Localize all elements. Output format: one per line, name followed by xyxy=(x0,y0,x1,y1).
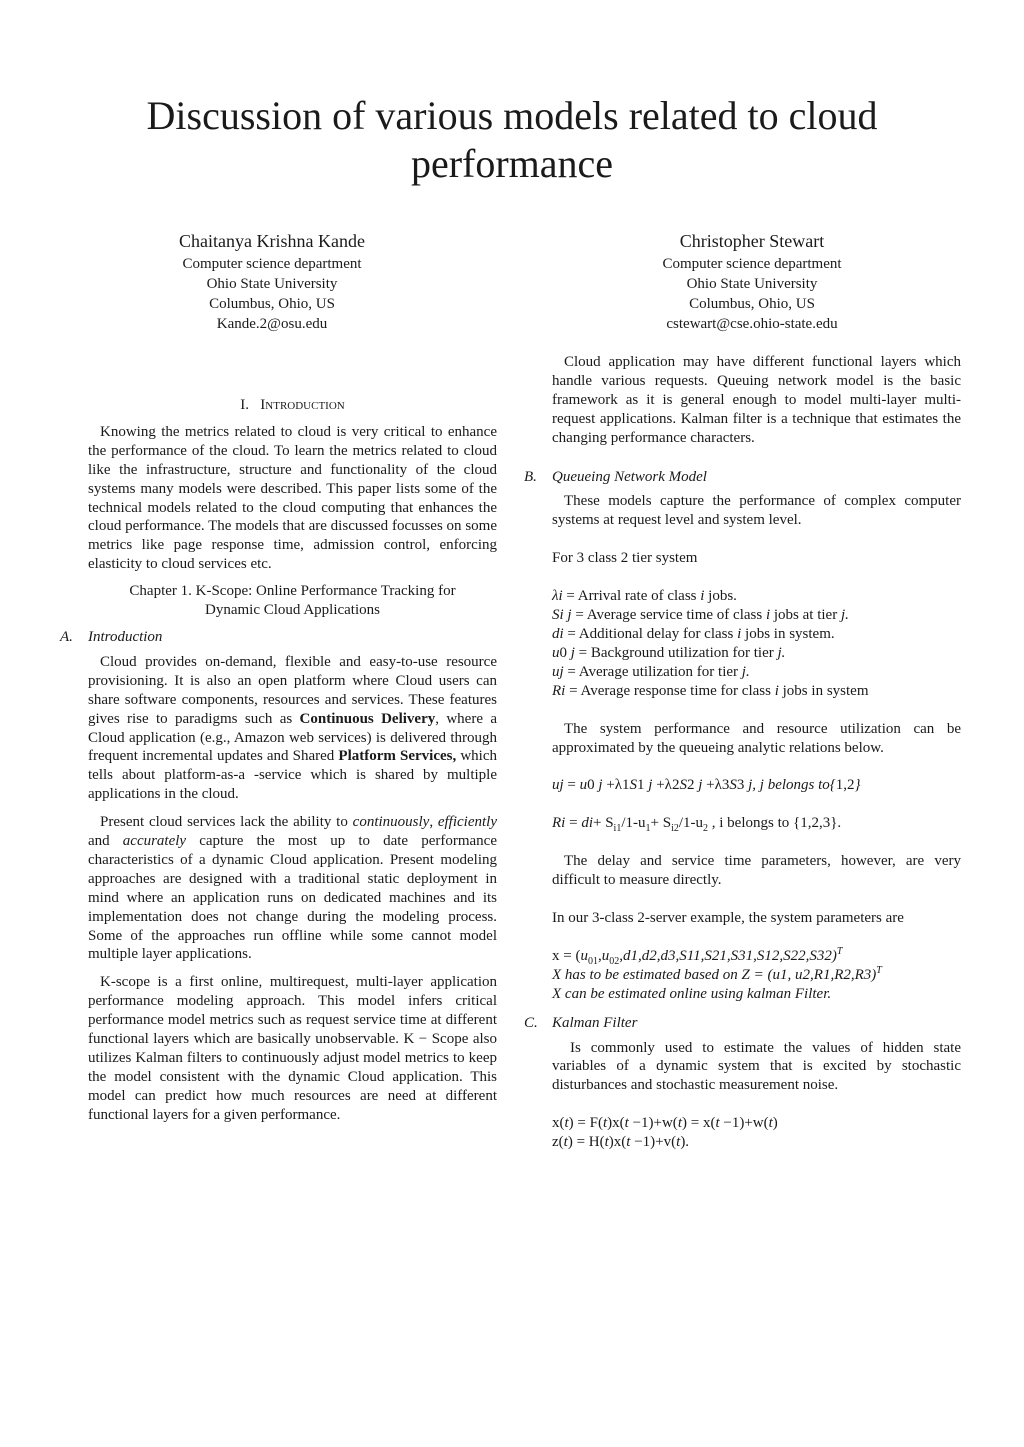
text-run: jobs in system. xyxy=(741,625,835,642)
text-run: 3 xyxy=(736,777,749,794)
superscript: T xyxy=(876,964,882,976)
text-run: )x( xyxy=(607,1115,625,1132)
text-run: = Background utilization for tier xyxy=(574,644,778,661)
text-run: = Average service time of class xyxy=(571,607,766,624)
chapter-heading xyxy=(88,582,497,620)
italic-term: continuously xyxy=(352,814,430,831)
text-run: = xyxy=(563,777,580,794)
equation-state xyxy=(552,1114,961,1133)
math-symbol: t xyxy=(564,1115,569,1132)
subscript: 02 xyxy=(609,955,620,967)
text-run: = Average response time for class xyxy=(565,682,775,699)
definition-service-time xyxy=(552,606,961,625)
text-run: , xyxy=(597,947,602,964)
author-department: Computer science department xyxy=(662,256,842,272)
text-run: X can be estimated online using kalman Filter. xyxy=(552,985,832,1002)
text-run: jobs at tier xyxy=(770,607,841,624)
math-symbol: t xyxy=(677,1115,682,1132)
math-symbol: di xyxy=(552,625,564,642)
math-symbol: uj xyxy=(552,663,564,680)
text-run: 0 xyxy=(559,644,571,661)
equation-utilization xyxy=(552,776,961,795)
text-run: ) xyxy=(772,1115,778,1132)
math-symbol: t xyxy=(768,1115,773,1132)
math-symbol: j xyxy=(698,777,703,794)
subscript: i1 xyxy=(613,823,622,835)
text-run: −1)+v( xyxy=(630,1134,677,1151)
math-symbol: t xyxy=(676,1134,681,1151)
text-run: = xyxy=(565,815,582,832)
math-symbol: j, j belongs to{ xyxy=(748,777,836,794)
equation-parameter-vector xyxy=(552,947,961,966)
paragraph-queueing-models: These models capture the performance of complex computer systems at request level and system level. xyxy=(552,493,961,529)
subscript: i2 xyxy=(671,823,679,835)
paragraph-k-scope: K-scope is a first online, multirequest, multi-layer application performance modeling approach. This model infers critical performance model metrics such as request service time at different functional layers which are basically unobservable. K − Scope also utilizes Kalman filters to continuously adjust model metrics to keep the model consistent with the dynamic Cloud application. This model can predict how much resources are need at different functional layers for a given performance. xyxy=(88,974,497,1123)
chapter-line-1: Chapter 1. K-Scope: Online Performance Tracking for xyxy=(129,583,456,600)
math-symbol: di xyxy=(581,815,593,832)
text-run: = Arrival rate of class xyxy=(562,588,701,605)
equation-response-time xyxy=(552,814,961,833)
text-run: −1)+w( xyxy=(628,1115,678,1132)
subsection-heading-a xyxy=(60,628,497,647)
math-symbol: } xyxy=(854,777,861,794)
text-run: 1 xyxy=(637,777,649,794)
paragraph-system-performance: The system performance and resource utilization can be approximated by the queueing analytic relations below. xyxy=(552,720,961,756)
math-symbol: S xyxy=(679,777,687,794)
author-email: cstewart@cse.ohio-state.edu xyxy=(666,316,838,332)
kalman-estimation-line xyxy=(552,985,961,1004)
text-run: X has to be estimated based on Z = ( xyxy=(552,966,773,983)
math-symbol: t xyxy=(602,1115,608,1132)
author-block-1 xyxy=(107,228,437,334)
text-run: +λ3 xyxy=(702,777,730,794)
math-symbol: S xyxy=(629,777,638,794)
text-run: Present cloud services lack the ability to xyxy=(100,814,353,831)
math-symbol: u xyxy=(601,947,610,964)
author-block-2 xyxy=(587,228,917,334)
section-title: Introduction xyxy=(260,397,345,413)
italic-term: efficiently xyxy=(437,814,497,831)
text-run: +λ1 xyxy=(602,777,630,794)
math-symbol: j xyxy=(570,644,575,661)
left-column xyxy=(60,396,497,1125)
superscript: T xyxy=(836,945,843,957)
text-run: 2 xyxy=(686,777,699,794)
paragraph-example: In our 3-class 2-server example, the system parameters are xyxy=(552,910,904,927)
equation-measurement xyxy=(552,1133,961,1152)
math-symbol: u1, u2,R1,R2,R3) xyxy=(772,966,877,983)
text-run: )x( xyxy=(608,1134,627,1151)
definition-response-time xyxy=(552,682,961,701)
subscript: 1 xyxy=(645,823,651,835)
equation-measurement-vector xyxy=(552,966,961,985)
bold-term: Continuous Delivery xyxy=(299,710,436,727)
math-symbol: t xyxy=(715,1115,720,1132)
section-number: I. xyxy=(240,397,250,413)
italic-term: accurately xyxy=(122,833,187,850)
subsection-title: Introduction xyxy=(88,628,163,645)
text-run: ) = H( xyxy=(567,1134,605,1151)
math-symbol: i xyxy=(774,682,779,699)
author-university: Ohio State University xyxy=(206,276,338,292)
math-symbol: j. xyxy=(840,607,849,624)
paragraph-delay-params: The delay and service time parameters, however, are very difficult to measure directly. xyxy=(552,853,961,889)
math-symbol: j xyxy=(648,777,653,794)
text-run: /1-u xyxy=(621,815,646,832)
paragraph-present-services xyxy=(88,813,497,964)
math-symbol: u xyxy=(580,947,588,964)
definition-delay xyxy=(552,625,961,644)
subsection-title: Kalman Filter xyxy=(552,1014,638,1031)
author-location: Columbus, Ohio, US xyxy=(209,296,335,312)
author-name: Christopher Stewart xyxy=(679,231,825,251)
math-symbol: t xyxy=(626,1134,631,1151)
definition-lambda xyxy=(552,587,961,606)
paragraph-kalman: Is commonly used to estimate the values of hidden state variables of a dynamic system that is excited by stochastic disturbances and stochastic measurement noise. xyxy=(552,1039,961,1094)
text-run: , xyxy=(429,814,438,831)
text-run: 0 xyxy=(587,777,599,794)
right-column xyxy=(524,353,961,1152)
subsection-heading-b xyxy=(524,468,961,487)
math-symbol: t xyxy=(604,1134,609,1151)
math-symbol: i xyxy=(700,588,705,605)
math-symbol: ,d1,d2,d3,S11,S21,S31,S12,S22,S32) xyxy=(619,947,837,964)
math-symbol: Ri xyxy=(552,815,566,832)
intro-paragraph: Knowing the metrics related to cloud is very critical to enhance the performance of the cloud. To learn the metrics related to cloud like the infrastructure, structure and functionality of the cloud systems many models were described. This paper lists some of the technical models related to the cloud computing that enhances the cloud performance. The models that are discussed focusses on some metrics like page response time, admission control, enforcing elasticity to cloud services etc. xyxy=(88,423,497,573)
math-symbol: uj xyxy=(552,777,564,794)
text-run: and xyxy=(88,833,123,850)
chapter-line-2: Dynamic Cloud Applications xyxy=(205,602,380,619)
subscript: 2 xyxy=(703,823,709,835)
text-run: 1,2 xyxy=(835,777,855,794)
text-run: + S xyxy=(592,815,614,832)
text-run: , i belongs to {1,2,3}. xyxy=(708,815,842,832)
math-symbol: Ri xyxy=(552,682,566,699)
text-run: /1-u xyxy=(678,815,704,832)
subscript: 01 xyxy=(587,955,598,967)
text-run: Cloud provides on-demand, flexible and easy-to-use resource provisioning. It is also an open platform where Cloud users can share software components, resources and services. These features gives rise to paradigms such as xyxy=(88,653,497,727)
paper-title: Discussion of various models related to cloud performance xyxy=(146,93,878,186)
text-run: which tells about platform-as-a -service which is shared by multiple applications in the cloud. xyxy=(88,748,497,803)
author-name: Chaitanya Krishna Kande xyxy=(179,231,365,251)
text-run: z( xyxy=(552,1134,564,1151)
subsection-title: Queueing Network Model xyxy=(552,468,707,485)
text-run: x( xyxy=(552,1115,565,1132)
math-symbol: t xyxy=(563,1134,568,1151)
math-symbol: i xyxy=(765,607,771,624)
author-location: Columbus, Ohio, US xyxy=(689,296,815,312)
definition-background-util xyxy=(552,644,961,663)
math-symbol: u xyxy=(579,777,588,794)
section-heading-introduction xyxy=(88,396,497,415)
math-symbol: j. xyxy=(741,663,750,680)
text-run: ) = x( xyxy=(681,1115,716,1132)
text-run: −1)+w( xyxy=(719,1115,769,1132)
text-run: x = ( xyxy=(552,947,581,964)
author-department: Computer science department xyxy=(182,256,362,272)
author-email: Kande.2@osu.edu xyxy=(216,316,328,332)
math-symbol: j. xyxy=(777,644,786,661)
text-run: jobs in system xyxy=(778,682,869,699)
paragraph-3-class: For 3 class 2 tier system xyxy=(552,550,698,567)
text-run: = Average utilization for tier xyxy=(563,663,742,680)
text-run: , where a Cloud application (e.g., Amazon web services) is delivered through frequent incremental updates and Shared xyxy=(88,710,497,765)
subsection-label: A. xyxy=(60,628,73,645)
text-run: jobs. xyxy=(704,588,737,605)
text-run: ). xyxy=(680,1134,690,1151)
math-symbol: S xyxy=(729,777,737,794)
text-run: + S xyxy=(650,815,672,832)
paragraph-cloud-provides xyxy=(88,653,497,804)
definition-average-util xyxy=(552,663,961,682)
text-run: capture the most up to date performance characteristics of a dynamic Cloud application. Present modeling approaches are designed with a traditional static deployment in mind where an application runs on dedicated machines and its implementation does not change during the modeling process. Some of the approaches run offline while some cannot model multiple layer applications. xyxy=(88,833,497,963)
bold-term: Platform Services, xyxy=(338,748,457,765)
subsection-heading-c xyxy=(524,1014,961,1033)
subsection-label: B. xyxy=(524,468,537,485)
math-symbol: j xyxy=(598,777,603,794)
paragraph-functional-layers: Cloud application may have different functional layers which handle various requests. Queuing network model is the basic framework as it is general enough to model multi-layer multi-request applications. Kalman filter is a technique that estimates the changing performance characters. xyxy=(552,354,961,446)
math-symbol: u xyxy=(552,644,560,661)
math-symbol: i xyxy=(737,625,742,642)
text-run: +λ2 xyxy=(652,777,680,794)
math-symbol: λi xyxy=(552,588,563,605)
text-run: = Additional delay for class xyxy=(563,625,738,642)
math-symbol: Si j xyxy=(552,607,572,624)
author-university: Ohio State University xyxy=(686,276,818,292)
subsection-label: C. xyxy=(524,1014,538,1031)
math-symbol: t xyxy=(624,1115,629,1132)
text-run: ) = F( xyxy=(568,1115,603,1132)
